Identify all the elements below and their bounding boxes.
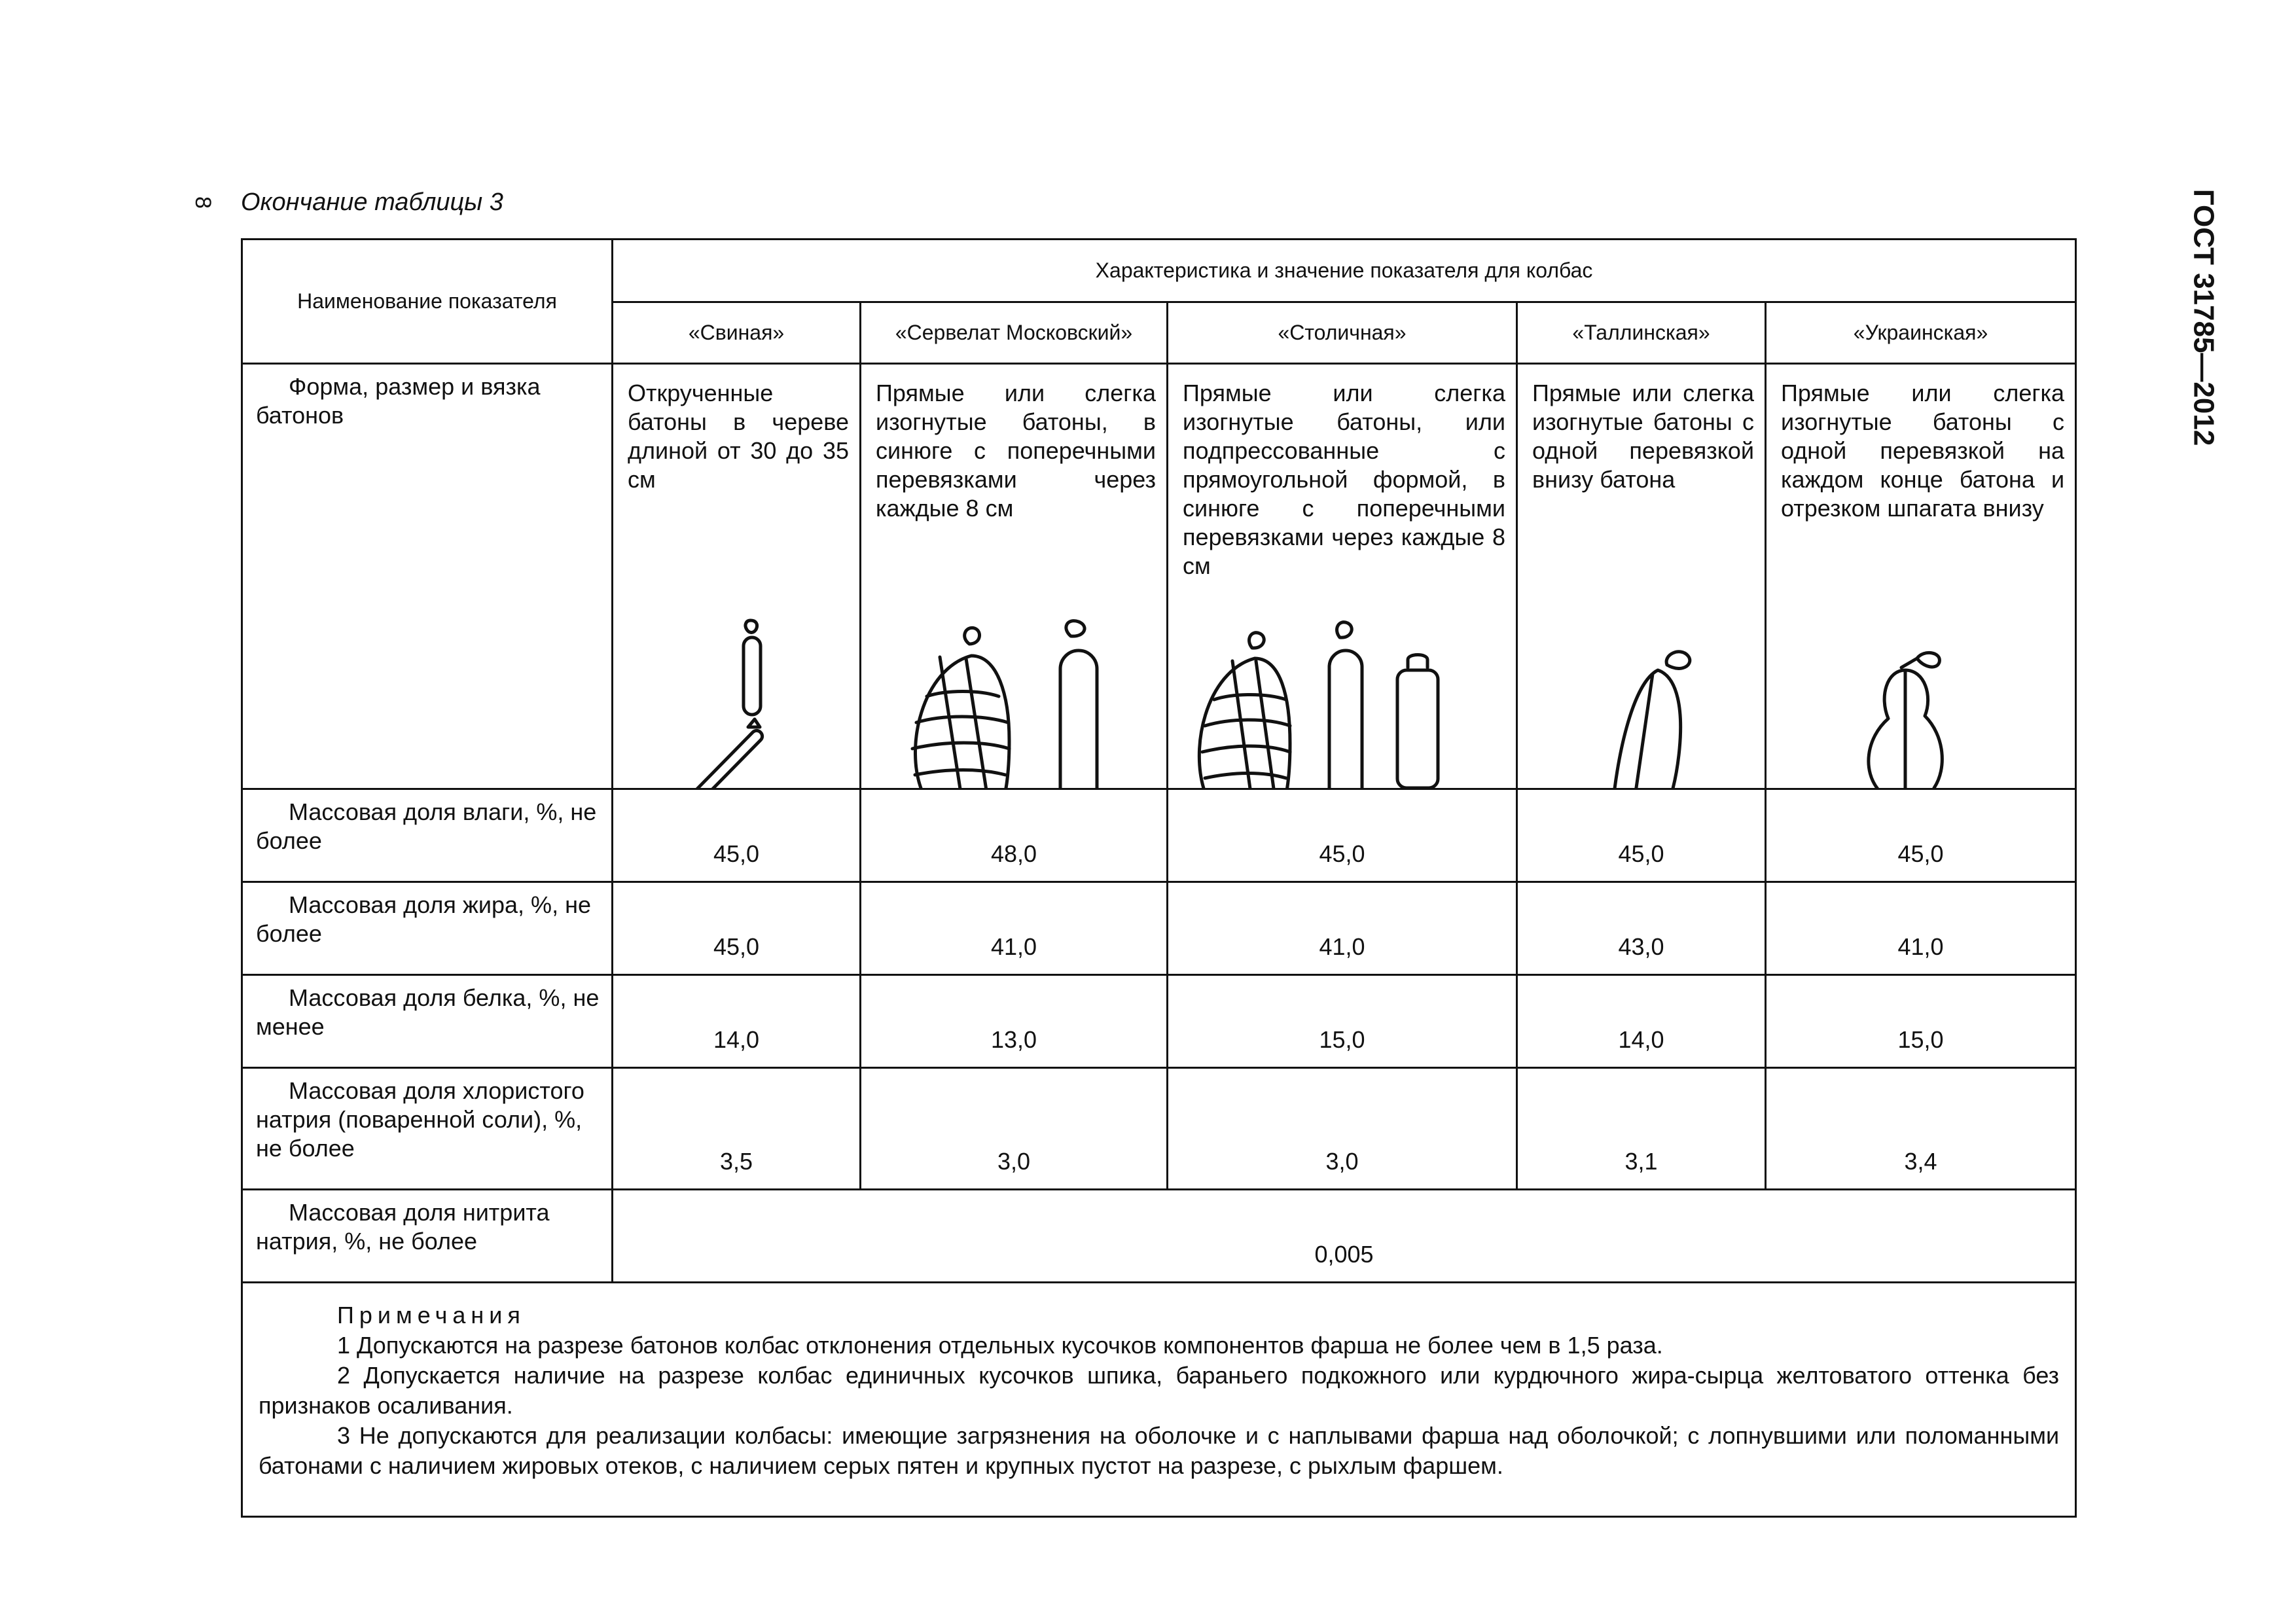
- nitrite-value-cell: 0,005: [613, 1190, 2076, 1283]
- column-header: «Столичная»: [1168, 302, 1517, 364]
- group-header: Характеристика и значение показателя для колбас: [1095, 259, 1593, 282]
- form-cell-stolichnaya: [1168, 364, 1517, 789]
- row-label-form: Форма, размер и вязка батонов: [242, 364, 613, 789]
- value-cell: 45,0: [613, 789, 861, 882]
- value-cell: 3,4: [1766, 1068, 2076, 1190]
- param-header: Наименование показателя: [297, 289, 557, 313]
- indicators-table: [241, 238, 2077, 1518]
- form-description: Открученные батоны в череве длиной от 30 до 35 см: [628, 380, 849, 493]
- value-cell: 45,0: [613, 882, 861, 975]
- value-cell: 41,0: [1168, 882, 1517, 975]
- form-description: Прямые или слегка изогнутые батоны с одной перевязкой на каждом конце батона и отрезком шпагата внизу: [1781, 380, 2065, 522]
- value-cell: 15,0: [1168, 975, 1517, 1068]
- value-cell: 15,0: [1766, 975, 2076, 1068]
- value-cell: 3,5: [613, 1068, 861, 1190]
- row-label-fat: Массовая доля жира, %, не более: [242, 882, 613, 975]
- row-label-moisture: Массовая доля влаги, %, не более: [242, 789, 613, 882]
- value-cell: 14,0: [613, 975, 861, 1068]
- form-cell-servelat: [861, 364, 1168, 789]
- notes-title: Примечания: [337, 1302, 526, 1329]
- row-label-nitrite: Массовая доля нитрита натрия, %, не более: [242, 1190, 613, 1283]
- value-cell: 43,0: [1517, 882, 1766, 975]
- value-cell: 45,0: [1517, 789, 1766, 882]
- value-cell: 45,0: [1766, 789, 2076, 882]
- column-header: «Сервелат Московский»: [861, 302, 1168, 364]
- sausage-trio-icon: [1168, 363, 1518, 788]
- value-cell: 41,0: [861, 882, 1168, 975]
- value-cell: 13,0: [861, 975, 1168, 1068]
- value-cell: 41,0: [1766, 882, 2076, 975]
- column-header: «Свиная»: [613, 302, 861, 364]
- value-cell: 3,0: [861, 1068, 1168, 1190]
- value-cell: 3,1: [1517, 1068, 1766, 1190]
- value-cell: 45,0: [1168, 789, 1517, 882]
- param-header-cell: [242, 240, 613, 364]
- page-number: 8: [190, 196, 215, 209]
- column-header: «Таллинская»: [1517, 302, 1766, 364]
- form-description: Прямые или слегка изогнутые батоны с одной перевязкой внизу батона: [1532, 380, 1754, 493]
- form-description: Прямые или слегка изогнутые батоны, или подпрессованные с прямоугольной формой, в синюге с поперечными перевязками через каждые 8 см: [1183, 380, 1505, 579]
- form-cell-svinaya: [613, 364, 861, 789]
- tied-sausage-pair-icon: [861, 363, 1168, 788]
- value-cell: 48,0: [861, 789, 1168, 882]
- form-cell-tallinskaya: [1517, 364, 1766, 789]
- table-caption: Окончание таблицы 3: [241, 188, 503, 216]
- note-item: 2 Допускается наличие на разрезе колбас единичных кусочков шпика, бараньего подкожного или курдючного жира-сырца желтоватого оттенка без признаков осаливания.: [259, 1362, 2060, 1419]
- value-cell: 14,0: [1517, 975, 1766, 1068]
- row-label-protein: Массовая доля белка, %, не менее: [242, 975, 613, 1068]
- note-item: 3 Не допускаются для реализации колбасы: имеющие загрязнения на оболочке и с наплывами фарша над оболочкой; с лопнувшими или поломанными батонами с наличием жировых отеков, с наличием серых пятен и крупных пустот на разрезе, с рыхлым фаршем.: [259, 1422, 2060, 1479]
- row-label-salt: Массовая доля хлористого натрия (поваренной соли), %, не более: [242, 1068, 613, 1190]
- note-item: 1 Допускаются на разрезе батонов колбас отклонения отдельных кусочков компонентов фарша не более чем в 1,5 раза.: [337, 1332, 1663, 1359]
- column-header: «Украинская»: [1766, 302, 2076, 364]
- form-description: Прямые или слегка изогнутые батоны, в синюге с поперечными перевязками через каждые 8 см: [876, 380, 1156, 522]
- value-cell: 3,0: [1168, 1068, 1517, 1190]
- group-header-cell: [613, 240, 2076, 302]
- twisted-sausage-icon: [613, 363, 861, 788]
- single-tie-sausage-icon: [1518, 363, 1767, 788]
- standard-code: ГОСТ 31785—2012: [2187, 188, 2220, 446]
- notes-cell: [242, 1283, 2076, 1517]
- double-tie-sausage-icon: [1767, 363, 2077, 788]
- form-cell-ukrainskaya: [1766, 364, 2076, 789]
